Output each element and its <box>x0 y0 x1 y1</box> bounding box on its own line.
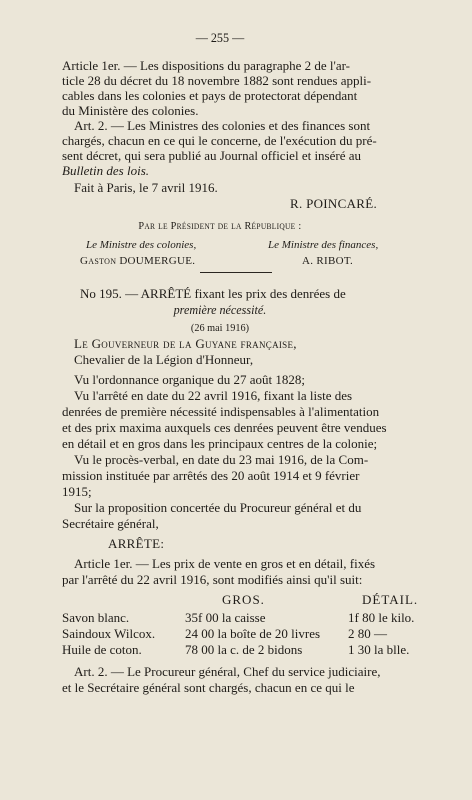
arrete-word: ARRÊTE: <box>108 536 165 551</box>
table-header-gros: GROS. <box>222 592 265 607</box>
art2-line: Art. 2. — Le Procureur général, Chef du service judiciaire, <box>74 664 381 679</box>
body-line: Vu l'ordonnance organique du 27 août 1828; <box>74 372 305 387</box>
text-line: cables dans les colonies et pays de protectorat dépendant <box>62 88 358 103</box>
body-line: Vu le procès-verbal, en date du 23 mai 1916, de la Com- <box>74 452 369 467</box>
minister-left-title: Le Ministre des colonies, <box>86 239 197 251</box>
table-row-gros: 78 00 la c. de 2 bidons <box>185 642 303 657</box>
minister-left-name: Gaston DOUMERGUE. <box>80 255 196 267</box>
article-line: Article 1er. — Les prix de vente en gros et en détail, fixés <box>74 556 376 571</box>
table-row-detail: 1f 80 le kilo. <box>348 610 415 625</box>
text-line <box>62 58 430 74</box>
gouverneur-line: Le Gouverneur de la Guyane française, <box>74 336 297 351</box>
arrete-heading: No 195. — ARRÊTÉ fixant les prix des denrées de <box>80 286 346 301</box>
body-line: denrées de première nécessité indispensables à l'alimentation <box>62 404 380 419</box>
table-header-detail: DÉTAIL. <box>362 592 419 607</box>
table-row-detail: 2 80 — <box>348 626 387 641</box>
body-line: Secrétaire général, <box>62 516 159 531</box>
line-text: Article 1er. — Les dispositions du paragraphe 2 de l'ar- <box>62 58 350 73</box>
text-line: sent décret, qui sera publié au Journal officiel et inséré au <box>62 148 362 163</box>
arrete-date: (26 mai 1916) <box>190 322 249 334</box>
table-row-detail: 1 30 la blle. <box>348 642 410 657</box>
divider <box>200 272 272 273</box>
text-line: ticle 28 du décret du 18 novembre 1882 sont rendues appli- <box>62 73 372 88</box>
article-line: par l'arrêté du 22 avril 1916, sont modifiés ainsi qu'il suit: <box>62 572 363 587</box>
page-number: — 255 — <box>195 30 245 45</box>
art2-line: et le Secrétaire général sont chargés, chacun en ce qui le <box>62 680 355 695</box>
table-row-item: Huile de coton. <box>62 642 142 657</box>
body-line: Vu l'arrêté en date du 22 avril 1916, fixant la liste des <box>74 388 353 403</box>
text-line: du Ministère des colonies. <box>62 103 199 118</box>
body-line: mission instituée par arrêtés des 20 août 1914 et 9 février <box>62 468 360 483</box>
signature: R. POINCARÉ. <box>290 196 378 211</box>
gouverneur-line: Chevalier de la Légion d'Honneur, <box>74 352 254 367</box>
table-row-item: Savon blanc. <box>62 610 130 625</box>
text-line: Fait à Paris, le 7 avril 1916. <box>74 180 218 195</box>
minister-right-title: Le Ministre des finances, <box>268 239 379 251</box>
body-line: 1915; <box>62 484 92 499</box>
body-line: en détail et en gros dans les principaux centres de la colonie; <box>62 436 378 451</box>
table-row-gros: 35f 00 la caisse <box>185 610 266 625</box>
arrete-heading-cont: première nécessité. <box>173 302 267 317</box>
body-line: Sur la proposition concertée du Procureur général et du <box>74 500 362 515</box>
text-line: chargés, chacun en ce qui le concerne, de l'exécution du pré- <box>62 133 377 148</box>
minister-right-name: A. RIBOT. <box>302 255 354 267</box>
table-row-gros: 24 00 la boîte de 20 livres <box>185 626 321 641</box>
table-row-item: Saindoux Wilcox. <box>62 626 156 641</box>
text-line: Bulletin des lois. <box>62 163 150 178</box>
par-le-president: Par le Président de la République : <box>138 220 302 232</box>
body-line: et des prix maxima auxquels ces denrées peuvent être vendues <box>62 420 387 435</box>
text-line: Art. 2. — Les Ministres des colonies et des finances sont <box>74 118 371 133</box>
